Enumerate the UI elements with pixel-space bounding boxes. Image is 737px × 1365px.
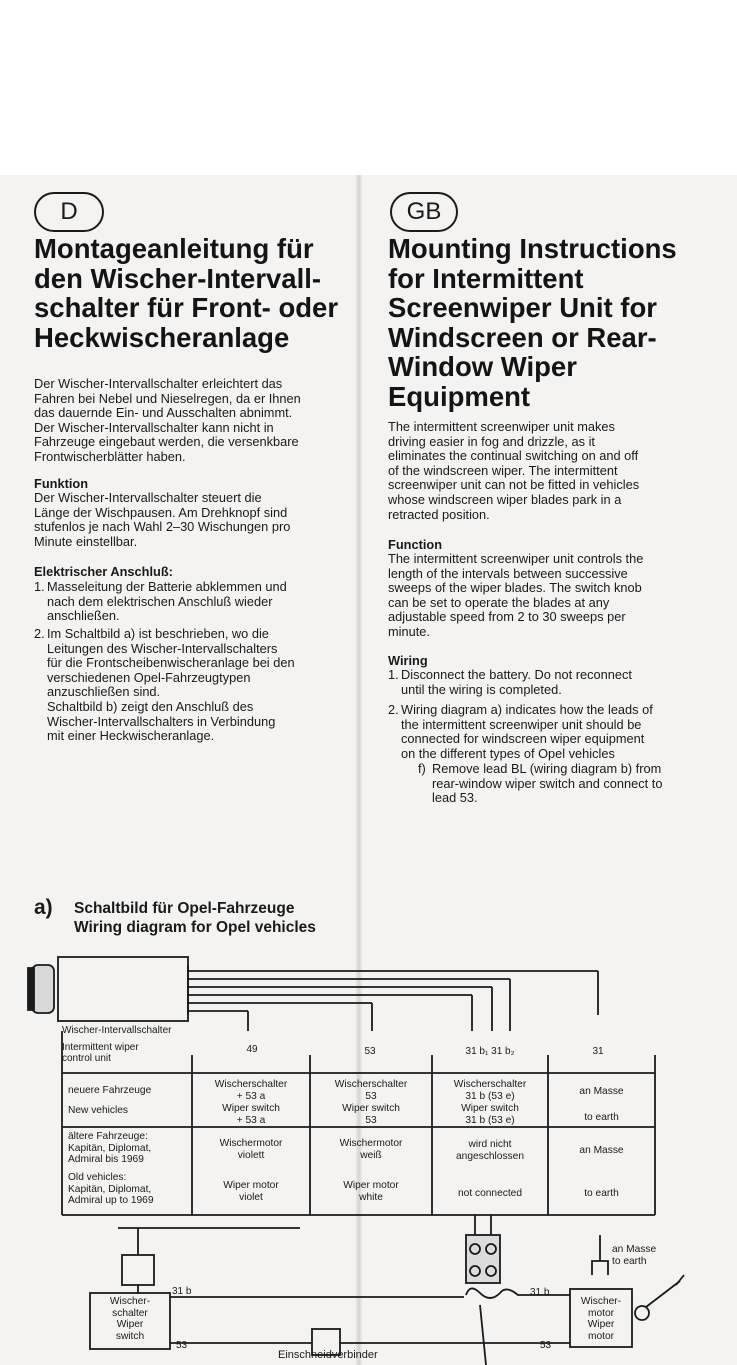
- table-cell: Wischerschalter 31 b (53 e): [453, 1079, 527, 1102]
- unit-label-en: Intermittent wiper control unit: [62, 1042, 139, 1064]
- earth-label: an Masse to earth: [612, 1244, 657, 1267]
- step-number: 1.: [388, 667, 399, 682]
- table-cell: Wischermotor violett: [219, 1138, 283, 1161]
- step-text: Disconnect the battery. Do not reconnect until the wiring is completed.: [401, 667, 632, 697]
- german-step-2: [34, 626, 354, 744]
- language-badge-de: D: [34, 192, 104, 232]
- german-function-text: Der Wischer-Intervallschalter steuert die Länge der Wischpausen. Am Drehknopf sind stufenlos je nach Wahl 2–30 Wischungen pro Minute einstellbar.: [34, 490, 291, 549]
- step-text: Im Schaltbild a) ist beschrieben, wo die Leitungen des Wischer-Intervallschalters für die Frontscheibenwischeranlage bei den verschiedenen Opel-Fahrzeugtypen anzuschließen sind. Schaltbild b) zeigt den Anschluß des Wischer-Intervallschalters in Verbindung mit einer Heckwischeranlage.: [47, 626, 295, 744]
- german-function-heading: Funktion: [34, 476, 89, 491]
- english-function-text: The intermittent screenwiper unit controls the length of the intervals between successive sweeps of the wiper blades. The switch knob can be set to operate the blades at any adjustable speed from 2 to 30 sweeps per minute.: [388, 551, 644, 639]
- table-cell: Wiper switch 31 b (53 e): [461, 1103, 519, 1126]
- table-cell: Wischermotor weiß: [339, 1138, 403, 1161]
- wire-53-left: 53: [176, 1340, 188, 1351]
- table-cell: Wiper switch 53: [342, 1103, 400, 1126]
- step-text: Remove lead BL (wiring diagram b) from rear-window wiper switch and connect to lead 53.: [432, 761, 663, 806]
- english-function-heading: Function: [388, 537, 443, 552]
- table-cell: to earth: [584, 1188, 619, 1199]
- english-wiring-heading: Wiring: [388, 653, 428, 668]
- wiper-switch-label: Wischer- schalter Wiper switch: [109, 1296, 151, 1342]
- terminal-53: 53: [364, 1046, 376, 1057]
- row-label: New vehicles: [68, 1105, 129, 1116]
- wire-53-right: 53: [540, 1340, 552, 1351]
- step-number: 1.: [34, 579, 45, 594]
- table-cell: Wischerschalter 53: [334, 1079, 408, 1102]
- step-number: f): [418, 761, 426, 776]
- connector-label: Einschneidverbinder: [278, 1349, 378, 1361]
- table-cell: an Masse: [579, 1086, 624, 1097]
- german-intro: Der Wischer-Intervallschalter erleichtert das Fahren bei Nebel und Nieselregen, da er Ihnen das dauernde Ein- und Ausschalten abnimmt. Der Wischer-Intervallschalter kann nicht in Fahrzeuge eingebaut werden, die versenkbare Frontwischerblätter haben.: [34, 376, 301, 464]
- diagram-title-en: Wiring diagram for Opel vehicles: [74, 919, 316, 936]
- step-number: 2.: [388, 702, 399, 717]
- table-cell: Wiper motor white: [343, 1180, 399, 1203]
- row-label: Old vehicles: Kapitän, Diplomat, Admiral up to 1969: [68, 1172, 154, 1206]
- terminal-31: 31: [592, 1046, 604, 1057]
- german-title: Montageanleitung für den Wischer-Intervall- schalter für Front- oder Heckwischeranlage: [34, 233, 339, 353]
- english-step-2: [388, 702, 733, 761]
- table-cell: not connected: [457, 1188, 522, 1199]
- wire-31b-left: 31 b: [172, 1286, 192, 1297]
- step-text: Masseleitung der Batterie abklemmen und nach dem elektrischen Anschluß wieder anschließen.: [47, 579, 287, 624]
- table-cell: to earth: [584, 1112, 619, 1123]
- table-cell: Wiper switch + 53 a: [222, 1103, 280, 1126]
- english-intro: The intermittent screenwiper unit makes driving easier in fog and drizzle, as it eliminates the continual switching on and off of the windscreen wiper. The intermittent screenwiper unit can not be fitted in vehicles whose windscreen wiper blades park in a retracted position.: [388, 419, 640, 522]
- wire-31b-right: 31 b: [530, 1287, 550, 1298]
- row-label: neuere Fahrzeuge: [68, 1085, 152, 1096]
- table-cell: wird nicht angeschlossen: [456, 1139, 524, 1162]
- table-cell: Wiper motor violet: [223, 1180, 279, 1203]
- german-step-1: [34, 580, 354, 624]
- language-badge-gb: GB: [390, 192, 458, 232]
- row-label: ältere Fahrzeuge: Kapitän, Diplomat, Admiral bis 1969: [68, 1131, 152, 1165]
- terminal-31b: 31 b₁ 31 b₂: [465, 1046, 515, 1057]
- step-text: Wiring diagram a) indicates how the leads of the intermittent screenwiper unit should be connected for windscreen wiper equipment on the different types of Opel vehicles: [401, 702, 653, 761]
- wiper-motor-label: Wischer- motor Wiper motor: [580, 1296, 622, 1342]
- diagram-letter: a): [34, 896, 53, 919]
- unit-label-de: Wischer-Intervallschalter: [62, 1025, 172, 1036]
- table-cell: Wischerschalter + 53 a: [214, 1079, 288, 1102]
- english-step-f: [418, 762, 733, 806]
- german-electrical-heading: Elektrischer Anschluß:: [34, 564, 173, 579]
- diagram-title-de: Schaltbild für Opel-Fahrzeuge: [74, 900, 295, 917]
- english-title: Mounting Instructions for Intermittent Screenwiper Unit for Windscreen or Rear- Window Wiper Equipment: [388, 233, 677, 412]
- table-cell: an Masse: [579, 1145, 624, 1156]
- step-number: 2.: [34, 626, 45, 641]
- terminal-49: 49: [246, 1044, 258, 1055]
